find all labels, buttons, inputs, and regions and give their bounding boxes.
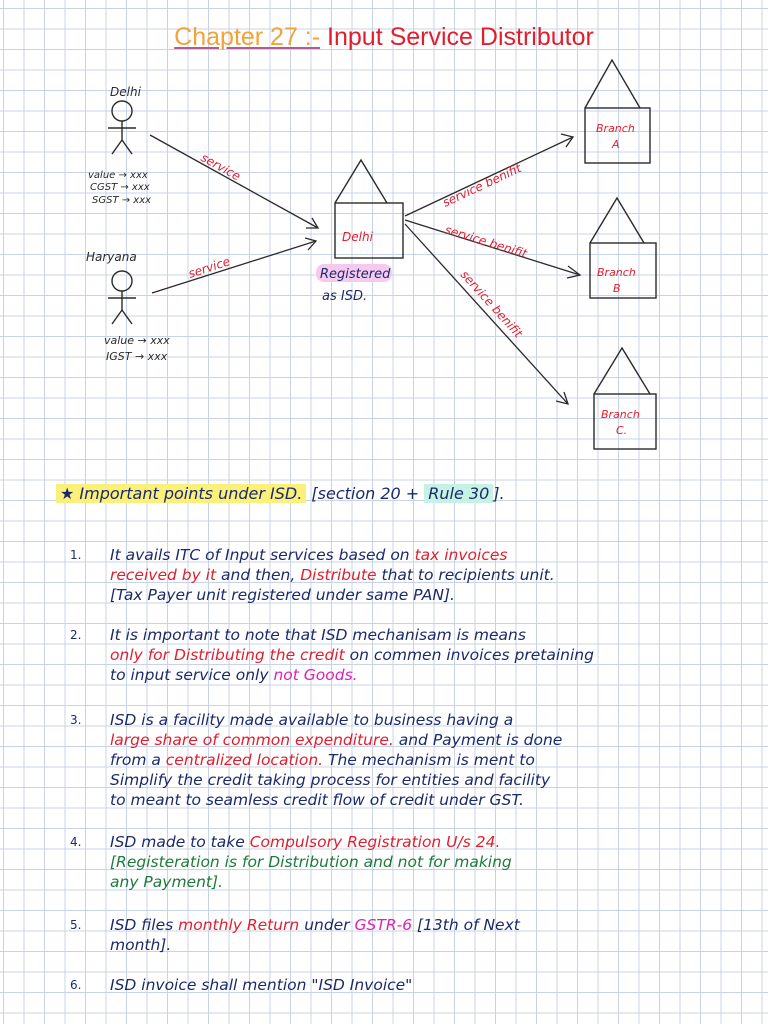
- point-text: tax invoices: [414, 546, 508, 564]
- point-line: [110, 585, 455, 605]
- point-text: on commen invoices pretaining: [344, 646, 594, 664]
- point-text: and Payment is done: [393, 731, 563, 749]
- point-line: [110, 852, 512, 872]
- isd-diagram: [0, 0, 768, 470]
- point-text: [13th of Next: [412, 916, 520, 934]
- branch-c-label: Branch: [601, 408, 640, 421]
- point-line: [110, 625, 526, 645]
- branch-a-label: A: [612, 138, 620, 151]
- point-text: that to recipients unit.: [376, 566, 555, 584]
- haryana-supplier-label: Haryana: [86, 250, 137, 264]
- branch-b-label: Branch: [597, 266, 636, 279]
- point-text: monthly Return: [178, 916, 300, 934]
- point-text: Compulsory Registration U/s 24.: [249, 833, 501, 851]
- point-line: [110, 710, 513, 730]
- arrow-haryana-to-isd: [152, 238, 316, 293]
- point-number: 6.: [70, 978, 82, 992]
- important-heading-text: ★ Important points under ISD.: [56, 484, 306, 503]
- point-number: 2.: [70, 628, 82, 642]
- delhi-supplier-line: SGST → xxx: [92, 195, 152, 206]
- point-text: ISD files: [110, 916, 179, 934]
- point-text: to meant to seamless credit flow of credit under GST.: [110, 791, 524, 809]
- point-line: [110, 730, 562, 750]
- haryana-supplier-line: IGST → xxx: [106, 350, 168, 363]
- point-text: any Payment].: [110, 873, 223, 891]
- point-text: only for Distributing the credit: [110, 646, 345, 664]
- branch-b-label: B: [613, 282, 621, 295]
- haryana-supplier-line: value → xxx: [104, 334, 170, 347]
- point-line: [110, 645, 594, 665]
- arrow-label-benefit: service benifit: [457, 267, 526, 341]
- point-line: [110, 770, 550, 790]
- point-text: The mechanism is ment to: [323, 751, 535, 769]
- bracket-close: ].: [493, 484, 505, 503]
- point-line: [110, 565, 555, 585]
- branch-b-house: [590, 198, 656, 298]
- branch-a-label: Branch: [596, 122, 635, 135]
- point-line: [110, 545, 507, 565]
- point-text: to input service only: [110, 666, 274, 684]
- point-text: ISD is a facility made available to business having a: [110, 711, 514, 729]
- point-text: month].: [110, 936, 172, 954]
- chapter-subject: Input Service Distributor: [327, 23, 594, 51]
- point-number: 3.: [70, 713, 82, 727]
- point-text: [Registeration is for Distribution and not for making: [110, 853, 512, 871]
- point-line: [110, 665, 358, 685]
- point-text: received by it: [110, 566, 217, 584]
- point-line: [110, 832, 500, 852]
- point-text: from a: [110, 751, 166, 769]
- isd-note: Registered: [320, 267, 391, 282]
- haryana-supplier-figure: [108, 271, 136, 324]
- arrow-isd-to-branch-c: [405, 224, 568, 404]
- point-text: Distribute: [300, 566, 377, 584]
- point-text: under: [299, 916, 355, 934]
- section-ref: [section 20 +: [311, 484, 420, 503]
- point-line: [110, 915, 520, 935]
- point-line: [110, 935, 171, 955]
- point-line: [110, 790, 524, 810]
- point-text: centralized location.: [165, 751, 324, 769]
- point-number: 5.: [70, 918, 82, 932]
- isd-house-label: Delhi: [342, 230, 373, 244]
- point-text: It is important to note that ISD mechanisam is means: [110, 626, 526, 644]
- point-line: [110, 975, 412, 995]
- point-line: [110, 750, 535, 770]
- important-heading: [56, 484, 505, 503]
- branch-c-label: C.: [616, 424, 628, 437]
- point-number: 1.: [70, 548, 82, 562]
- rule-ref: Rule 30: [424, 484, 493, 503]
- point-text: large share of common expenditure.: [110, 731, 394, 749]
- delhi-supplier-figure: [108, 101, 136, 154]
- delhi-supplier-line: value → xxx: [88, 170, 148, 181]
- isd-note: as ISD.: [322, 289, 368, 304]
- point-text: and then,: [216, 566, 301, 584]
- point-text: Simplify the credit taking process for entities and facility: [110, 771, 551, 789]
- chapter-number: Chapter 27 :-: [174, 23, 321, 51]
- point-text: GSTR-6: [354, 916, 413, 934]
- arrow-label-service: service: [198, 150, 243, 184]
- point-text: [Tax Payer unit registered under same PAN].: [110, 586, 455, 604]
- point-text: ISD made to take: [110, 833, 250, 851]
- delhi-supplier-line: CGST → xxx: [90, 182, 150, 193]
- delhi-supplier-label: Delhi: [110, 85, 141, 99]
- point-text: It avails ITC of Input services based on: [110, 546, 415, 564]
- point-text: ISD invoice shall mention "ISD Invoice": [110, 976, 413, 994]
- point-number: 4.: [70, 835, 82, 849]
- arrow-label-benefit: service benifit: [440, 161, 524, 210]
- point-text: not Goods.: [273, 666, 358, 684]
- arrow-label-benefit: service benifit: [443, 222, 529, 261]
- arrow-label-service: service: [186, 254, 232, 281]
- point-line: [110, 872, 223, 892]
